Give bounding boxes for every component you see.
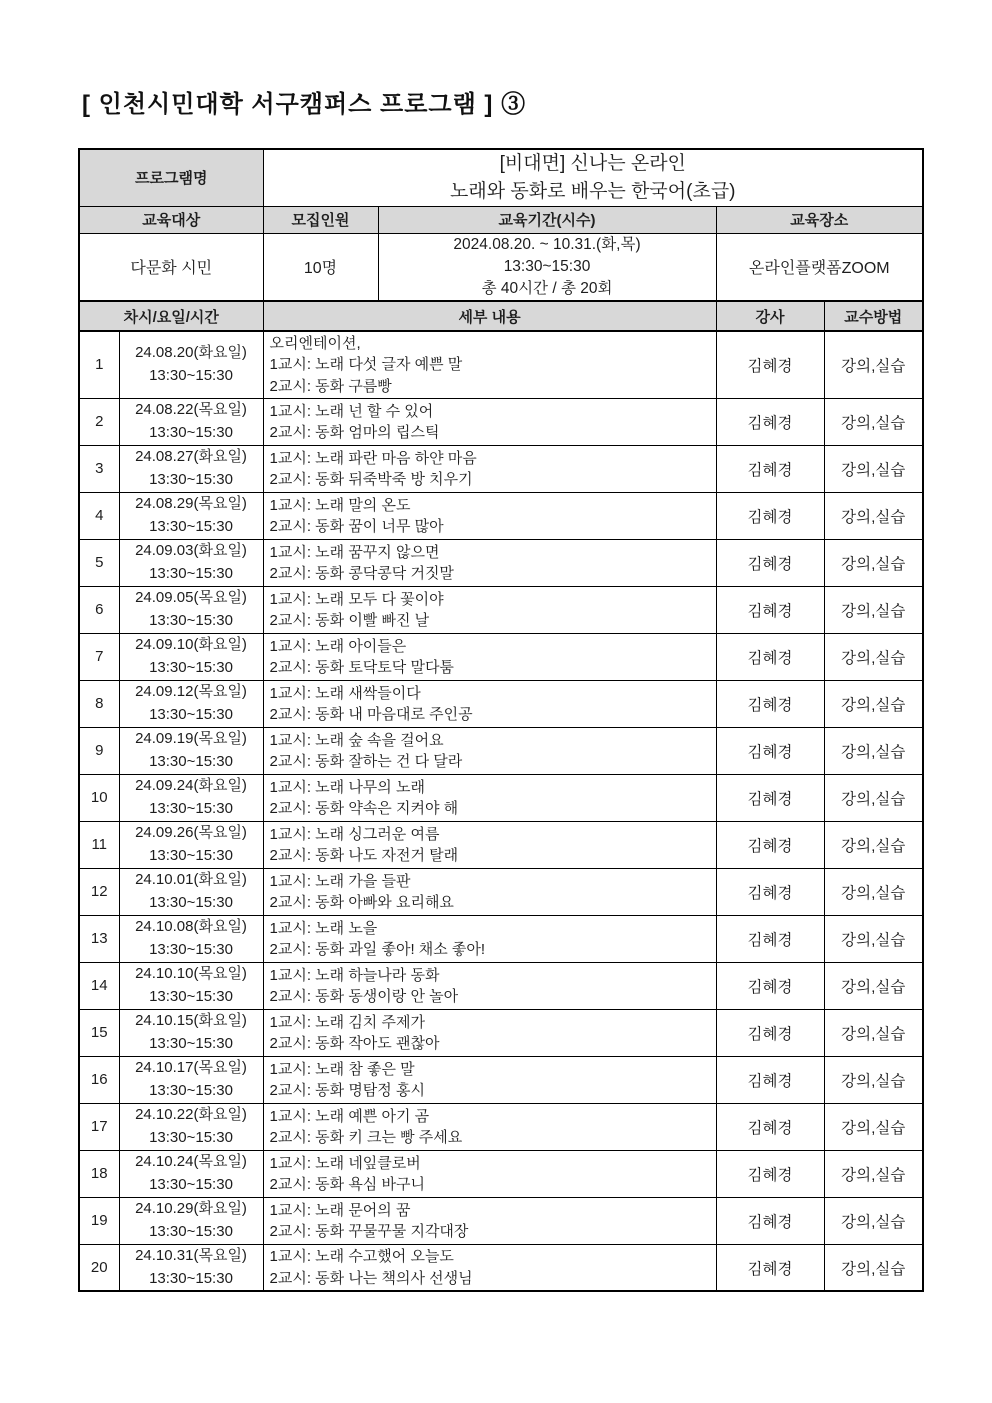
- session-instructor: 김혜경: [716, 331, 824, 398]
- session-details: [263, 633, 716, 680]
- session-number: 2: [79, 398, 119, 445]
- header-method: 교수방법: [824, 301, 923, 331]
- session-details: [263, 1103, 716, 1150]
- session-date-time: [119, 1197, 263, 1244]
- session-date: 24.09.12(목요일): [135, 683, 247, 701]
- session-date-time: [119, 586, 263, 633]
- session-instructor: 김혜경: [716, 1056, 824, 1103]
- session-details: [263, 398, 716, 445]
- detail-line: 2교시: 동화 욕심 바구니: [269, 1175, 425, 1193]
- session-time: 13:30~15:30: [149, 611, 233, 629]
- session-details: [263, 1244, 716, 1291]
- schedule-row: [79, 586, 923, 633]
- schedule-row: [79, 1244, 923, 1291]
- detail-line: 2교시: 동화 아빠와 요리해요: [269, 893, 454, 911]
- info-period-line1: 2024.08.20. ~ 10.31.(화,목): [453, 236, 641, 254]
- session-date: 24.10.15(화요일): [135, 1012, 247, 1030]
- schedule-body: [79, 331, 923, 1291]
- session-time: 13:30~15:30: [149, 564, 233, 582]
- schedule-row: [79, 633, 923, 680]
- session-date: 24.10.31(목요일): [135, 1247, 247, 1265]
- session-details: [263, 962, 716, 1009]
- detail-line: 2교시: 동화 나도 자전거 탈래: [269, 846, 459, 864]
- schedule-row: [79, 1103, 923, 1150]
- session-date-time: [119, 962, 263, 1009]
- detail-line: 1교시: 노래 아이들은: [269, 637, 407, 655]
- detail-line: 2교시: 동화 잘하는 건 다 달라: [269, 752, 463, 770]
- session-date: 24.08.20(화요일): [135, 344, 247, 362]
- session-instructor: 김혜경: [716, 398, 824, 445]
- session-date: 24.08.22(목요일): [135, 401, 247, 419]
- session-method: 강의,실습: [824, 727, 923, 774]
- session-instructor: 김혜경: [716, 1244, 824, 1291]
- info-capacity: 10명: [263, 233, 378, 301]
- session-instructor: 김혜경: [716, 868, 824, 915]
- session-number: 17: [79, 1103, 119, 1150]
- detail-line: 1교시: 노래 꿈꾸지 않으면: [269, 543, 440, 561]
- session-date-time: [119, 1244, 263, 1291]
- program-schedule-table: [78, 148, 924, 1292]
- detail-line: 2교시: 동화 구름빵: [269, 377, 392, 395]
- session-method: 강의,실습: [824, 633, 923, 680]
- program-name-label: 프로그램명: [79, 149, 263, 206]
- session-details: [263, 821, 716, 868]
- session-method: 강의,실습: [824, 539, 923, 586]
- session-instructor: 김혜경: [716, 1150, 824, 1197]
- session-number: 20: [79, 1244, 119, 1291]
- session-date-time: [119, 774, 263, 821]
- header-place: 교육장소: [716, 206, 923, 233]
- detail-line: 1교시: 노래 파란 마음 하얀 마음: [269, 449, 477, 467]
- session-date-time: [119, 680, 263, 727]
- session-instructor: 김혜경: [716, 539, 824, 586]
- session-time: 13:30~15:30: [149, 366, 233, 384]
- session-date-time: [119, 1150, 263, 1197]
- session-date: 24.10.01(화요일): [135, 871, 247, 889]
- session-number: 14: [79, 962, 119, 1009]
- session-number: 9: [79, 727, 119, 774]
- detail-line: 2교시: 동화 내 마음대로 주인공: [269, 705, 473, 723]
- session-number: 4: [79, 492, 119, 539]
- session-details: [263, 1056, 716, 1103]
- session-instructor: 김혜경: [716, 492, 824, 539]
- session-instructor: 김혜경: [716, 586, 824, 633]
- session-method: 강의,실습: [824, 1009, 923, 1056]
- detail-line: 2교시: 동화 나는 책의사 선생님: [269, 1269, 473, 1287]
- detail-line: 2교시: 동화 엄마의 립스틱: [269, 423, 440, 441]
- session-date: 24.09.19(목요일): [135, 730, 247, 748]
- info-place: 온라인플랫폼ZOOM: [716, 233, 923, 301]
- session-time: 13:30~15:30: [149, 846, 233, 864]
- session-method: 강의,실습: [824, 331, 923, 398]
- session-date: 24.10.22(화요일): [135, 1106, 247, 1124]
- header-period: 교육기간(시수): [378, 206, 716, 233]
- session-number: 16: [79, 1056, 119, 1103]
- session-details: [263, 331, 716, 398]
- session-method: 강의,실습: [824, 1197, 923, 1244]
- session-method: 강의,실습: [824, 821, 923, 868]
- session-instructor: 김혜경: [716, 727, 824, 774]
- session-date: 24.09.05(목요일): [135, 589, 247, 607]
- detail-line: 1교시: 노래 김치 주제가: [269, 1013, 425, 1031]
- detail-line: 1교시: 노래 문어의 꿈: [269, 1201, 411, 1219]
- session-details: [263, 492, 716, 539]
- detail-line: 1교시: 노래 나무의 노래: [269, 778, 425, 796]
- detail-line: 2교시: 동화 동생이랑 안 놀아: [269, 987, 459, 1005]
- session-instructor: 김혜경: [716, 1103, 824, 1150]
- session-time: 13:30~15:30: [149, 1175, 233, 1193]
- header-detail: 세부 내용: [263, 301, 716, 331]
- detail-line: 2교시: 동화 키 크는 빵 주세요: [269, 1128, 463, 1146]
- detail-line: 2교시: 동화 뒤죽박죽 방 치우기: [269, 470, 473, 488]
- detail-line: 1교시: 노래 예쁜 아기 곰: [269, 1107, 430, 1125]
- session-time: 13:30~15:30: [149, 893, 233, 911]
- session-number: 18: [79, 1150, 119, 1197]
- session-instructor: 김혜경: [716, 915, 824, 962]
- session-date: 24.10.08(화요일): [135, 918, 247, 936]
- session-details: [263, 915, 716, 962]
- session-instructor: 김혜경: [716, 633, 824, 680]
- program-name-line2: 노래와 동화로 배우는 한국어(초급): [450, 180, 736, 202]
- session-time: 13:30~15:30: [149, 1128, 233, 1146]
- info-row: [79, 233, 923, 301]
- detail-line: 2교시: 동화 꾸물꾸물 지각대장: [269, 1222, 469, 1240]
- info-header-row: [79, 206, 923, 233]
- schedule-row: [79, 1056, 923, 1103]
- schedule-row: [79, 915, 923, 962]
- session-method: 강의,실습: [824, 774, 923, 821]
- session-time: 13:30~15:30: [149, 940, 233, 958]
- session-date-time: [119, 727, 263, 774]
- session-details: [263, 1009, 716, 1056]
- session-date-time: [119, 398, 263, 445]
- session-instructor: 김혜경: [716, 680, 824, 727]
- session-method: 강의,실습: [824, 1244, 923, 1291]
- session-time: 13:30~15:30: [149, 470, 233, 488]
- session-details: [263, 727, 716, 774]
- session-instructor: 김혜경: [716, 1009, 824, 1056]
- session-number: 7: [79, 633, 119, 680]
- session-number: 5: [79, 539, 119, 586]
- session-date-time: [119, 331, 263, 398]
- session-number: 12: [79, 868, 119, 915]
- header-target: 교육대상: [79, 206, 263, 233]
- info-target: 다문화 시민: [79, 233, 263, 301]
- session-time: 13:30~15:30: [149, 1034, 233, 1052]
- detail-line: 1교시: 노래 다섯 글자 예쁜 말: [269, 356, 463, 374]
- schedule-row: [79, 398, 923, 445]
- session-date: 24.09.24(화요일): [135, 777, 247, 795]
- session-time: 13:30~15:30: [149, 517, 233, 535]
- session-details: [263, 1197, 716, 1244]
- detail-line: 1교시: 노래 네잎클로버: [269, 1154, 421, 1172]
- header-session: 차시/요일/시간: [79, 301, 263, 331]
- session-number: 19: [79, 1197, 119, 1244]
- detail-line: 1교시: 노래 하늘나라 동화: [269, 966, 440, 984]
- session-number: 11: [79, 821, 119, 868]
- detail-line: 1교시: 노래 싱그러운 여름: [269, 825, 440, 843]
- session-time: 13:30~15:30: [149, 1269, 233, 1287]
- detail-line: 오리엔테이션,: [269, 335, 361, 352]
- session-time: 13:30~15:30: [149, 705, 233, 723]
- session-date-time: [119, 1103, 263, 1150]
- schedule-row: [79, 821, 923, 868]
- header-capacity: 모집인원: [263, 206, 378, 233]
- info-period-line2: 13:30~15:30: [503, 257, 591, 275]
- schedule-row: [79, 680, 923, 727]
- detail-line: 1교시: 노래 가을 들판: [269, 872, 411, 890]
- schedule-row: [79, 445, 923, 492]
- detail-line: 2교시: 동화 과일 좋아! 채소 좋아!: [269, 940, 486, 958]
- detail-line: 1교시: 노래 새싹들이다: [269, 684, 421, 702]
- session-time: 13:30~15:30: [149, 658, 233, 676]
- detail-line: 2교시: 동화 꿈이 너무 많아: [269, 517, 444, 535]
- schedule-row: [79, 1197, 923, 1244]
- detail-line: 2교시: 동화 약속은 지켜야 해: [269, 799, 459, 817]
- detail-line: 2교시: 동화 콩닥콩닥 거짓말: [269, 564, 454, 582]
- session-details: [263, 774, 716, 821]
- session-date-time: [119, 492, 263, 539]
- session-instructor: 김혜경: [716, 962, 824, 1009]
- session-method: 강의,실습: [824, 1150, 923, 1197]
- page-title: [ 인천시민대학 서구캠퍼스 프로그램 ] ③: [82, 91, 527, 118]
- session-number: 10: [79, 774, 119, 821]
- session-instructor: 김혜경: [716, 445, 824, 492]
- session-details: [263, 1150, 716, 1197]
- session-instructor: 김혜경: [716, 774, 824, 821]
- session-method: 강의,실습: [824, 492, 923, 539]
- session-time: 13:30~15:30: [149, 1222, 233, 1240]
- session-date-time: [119, 915, 263, 962]
- session-details: [263, 868, 716, 915]
- session-instructor: 김혜경: [716, 1197, 824, 1244]
- session-method: 강의,실습: [824, 868, 923, 915]
- session-number: 6: [79, 586, 119, 633]
- detail-line: 1교시: 노래 노을: [269, 919, 378, 937]
- session-details: [263, 586, 716, 633]
- schedule-row: [79, 962, 923, 1009]
- session-method: 강의,실습: [824, 398, 923, 445]
- session-date: 24.08.29(목요일): [135, 495, 247, 513]
- session-details: [263, 680, 716, 727]
- session-date: 24.09.10(화요일): [135, 636, 247, 654]
- session-method: 강의,실습: [824, 915, 923, 962]
- header-instructor: 강사: [716, 301, 824, 331]
- program-name-line1: [비대면] 신나는 온라인: [499, 153, 686, 175]
- detail-line: 1교시: 노래 넌 할 수 있어: [269, 402, 434, 420]
- session-method: 강의,실습: [824, 680, 923, 727]
- detail-line: 2교시: 동화 이빨 빠진 날: [269, 611, 430, 629]
- session-date: 24.10.29(화요일): [135, 1200, 247, 1218]
- schedule-row: [79, 727, 923, 774]
- session-details: [263, 539, 716, 586]
- detail-line: 2교시: 동화 토닥토닥 말다툼: [269, 658, 454, 676]
- session-date-time: [119, 868, 263, 915]
- program-name-value: [263, 149, 923, 206]
- session-date: 24.10.17(목요일): [135, 1059, 247, 1077]
- detail-line: 2교시: 동화 작아도 괜찮아: [269, 1034, 440, 1052]
- session-number: 1: [79, 331, 119, 398]
- session-date: 24.09.03(화요일): [135, 542, 247, 560]
- session-date-time: [119, 633, 263, 680]
- detail-line: 1교시: 노래 참 좋은 말: [269, 1060, 415, 1078]
- session-method: 강의,실습: [824, 1056, 923, 1103]
- schedule-row: [79, 1150, 923, 1197]
- session-number: 15: [79, 1009, 119, 1056]
- session-method: 강의,실습: [824, 445, 923, 492]
- session-date-time: [119, 445, 263, 492]
- info-period-line3: 총 40시간 / 총 20회: [481, 279, 613, 297]
- session-date: 24.09.26(목요일): [135, 824, 247, 842]
- schedule-row: [79, 331, 923, 398]
- detail-line: 1교시: 노래 숲 속을 걸어요: [269, 731, 444, 749]
- session-date-time: [119, 1056, 263, 1103]
- session-date: 24.10.24(목요일): [135, 1153, 247, 1171]
- detail-line: 1교시: 노래 말의 온도: [269, 496, 411, 514]
- detail-line: 1교시: 노래 모두 다 꽃이야: [269, 590, 444, 608]
- session-number: 3: [79, 445, 119, 492]
- detail-line: 2교시: 동화 명탐정 홍시: [269, 1081, 425, 1099]
- session-method: 강의,실습: [824, 1103, 923, 1150]
- session-time: 13:30~15:30: [149, 987, 233, 1005]
- program-name-row: [79, 149, 923, 206]
- session-instructor: 김혜경: [716, 821, 824, 868]
- session-date-time: [119, 1009, 263, 1056]
- session-time: 13:30~15:30: [149, 799, 233, 817]
- schedule-row: [79, 774, 923, 821]
- session-number: 8: [79, 680, 119, 727]
- session-time: 13:30~15:30: [149, 423, 233, 441]
- session-method: 강의,실습: [824, 586, 923, 633]
- schedule-row: [79, 492, 923, 539]
- session-time: 13:30~15:30: [149, 1081, 233, 1099]
- session-date: 24.08.27(화요일): [135, 448, 247, 466]
- schedule-row: [79, 1009, 923, 1056]
- session-date-time: [119, 821, 263, 868]
- session-method: 강의,실습: [824, 962, 923, 1009]
- session-date: 24.10.10(목요일): [135, 965, 247, 983]
- schedule-header-row: [79, 301, 923, 331]
- info-period: [378, 233, 716, 301]
- session-number: 13: [79, 915, 119, 962]
- session-date-time: [119, 539, 263, 586]
- session-time: 13:30~15:30: [149, 752, 233, 770]
- schedule-row: [79, 539, 923, 586]
- schedule-row: [79, 868, 923, 915]
- detail-line: 1교시: 노래 수고했어 오늘도: [269, 1248, 454, 1266]
- session-details: [263, 445, 716, 492]
